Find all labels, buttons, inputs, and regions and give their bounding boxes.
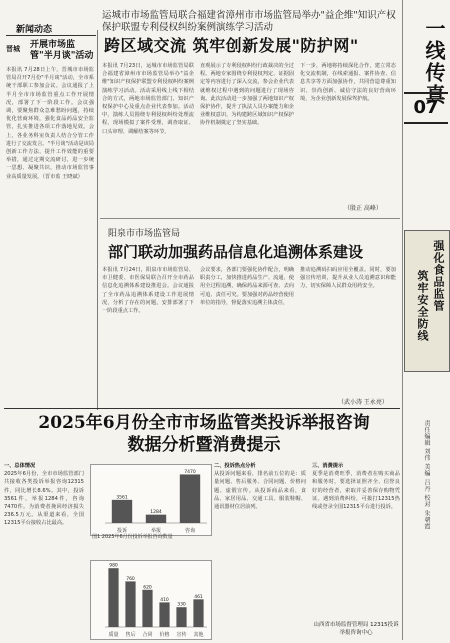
tick-label: 售后 [125,632,136,638]
tick-label: 其他 [193,632,204,638]
tick-label: 质量 [108,632,119,638]
top-article-column: 下一步，两地将持续深化合作，建立常态化交流机制，在线索通报、案件协查、信息共享等方面加强协作，共同营造尊重知识、崇尚创新、诚信守法的良好营商环境，为企业创新发展保驾护航。 [300,63,396,102]
data-label: 7470 [184,469,196,475]
left-headline: 开展市场监管"半月谈"活动 [30,40,94,61]
feature-subhead: 一、总体情况 [4,463,36,469]
tick-label: 投诉 [116,528,128,534]
feature-subhead: 二、投诉热点分析 [214,463,256,469]
bar-chart-1 [91,465,211,535]
bar [193,599,203,627]
bar [142,590,152,627]
top-article-headline: 跨区域交流 筑牢创新发展"防护网" [104,36,359,55]
article-divider [100,218,400,219]
tick-label: 咨询 [184,528,196,534]
data-label: 330 [177,602,186,608]
tick-label: 举报 [150,528,162,534]
chart-box-1 [90,464,212,536]
feature-footer: 山西省市场监督管理局 12315投诉举报咨询中心 [313,622,399,636]
data-label: 410 [160,597,169,603]
editor-credits: 责任编辑 刘伟 美编 吕丹 校对 朱朝霞 [423,420,430,530]
bar [180,474,200,523]
data-label: 760 [126,576,135,582]
tick-label: 合同 [142,632,153,638]
left-article-body: 本报讯 7月28日上午，晋城市市场监管局召开7月份"半月谈"活动，全市系统干部职工参加会议。会议通报了上半月全市市场监管重点工作开展情况，部署了下一阶段工作。会议强调，要聚焦群众急难愁盼问题，持续优化营商环境，强化食品药品安全监管，扎实推进各项工作落地见效。会上，各业务科室负责人结合分管工作进行了交流发言。"半月谈"活动是该局创新工作方法、提升工作效能的重要举措，通过定期交流研讨，进一步统一思想、凝聚共识，推动市场监管事业高质量发展。（晋市监 王晓斌） [6,67,94,180]
feature-subheadline: 数据分析暨消费提示 [127,435,281,455]
bar [112,500,132,523]
bar-chart-2 [91,561,211,639]
column-divider [97,30,98,410]
feature-column [312,462,400,638]
top-article-column: 直观展示了专利侵权纠纷行政裁决的全过程。两地专家围绕专利侵权判定、证据固定等内容进行了深入交流，参会企业代表就维权过程中遇到的问题进行了现场咨询。此次活动进一步加强了两地知识产权保护协作，提升了执法人员办案能力和企业维权意识，为构建跨区域知识产权保护协作机制奠定了坚实基础。 [200,63,294,127]
feature-column [4,462,84,638]
feature-paragraph: 夏季是消费旺季，消费者在购买商品和服务时，要选择证照齐全、信誉良好的经营者，索取并妥善保存购物凭证。遇到消费纠纷，可拨打12315热线或登录全国12315平台进行投诉。 [312,471,400,511]
top-article-column: 本报讯 7月23日，运城市市场监管局联合福建省漳州市市场监管局举办"益企维"知识产权保护联盟专利侵权纠纷案例演练学习活动。活动采用线上线下相结合的方式，两地市场监管部门、知识产权保护中心及重点企业代表参加。活动中，演练人员围绕专利侵权纠纷处理流程，现场模拟了案件受理、调查取证、口头审理、调解结案等环节， [102,63,194,135]
bar [125,581,135,627]
feature-paragraph: 2025年6月份，全市市场监管部门共接收各类投诉举报咨询12315件，同比增长8.6%。其中，投诉3561件，举报1284件，咨询7470件。为消费者挽回经济损失236.5万元。从渠道来看，全国12315平台接收占比最高。 [4,471,84,527]
slogan-line-2: 筑牢安全防线 [416,270,429,342]
page-title: 一线传真 [422,18,446,106]
page-number: 07 [404,92,448,124]
feature-subhead: 三、消费提示 [312,463,344,469]
tick-label: 宣传 [176,632,187,638]
data-label: 980 [109,563,118,569]
tick-label: 价格 [159,632,170,638]
mid-article-headline: 部门联动加强药品信息化追溯体系建设 [108,243,364,261]
data-label: 3561 [116,495,128,501]
mid-article-column: 本报讯 7月24日，阳泉市市场监管局、市卫健委、市医保局联合召开全市药品信息化追溯体系建设推进会。会议通报了全市药品追溯体系建设工作进展情况，分析了存在的问题，安排部署了下一阶段重点工作。 [102,267,194,315]
bar [146,515,166,523]
top-article-kicker: 运城市市场监管局联合福建省漳州市市场监管局举办"益企维"知识产权保护联盟专利侵权纠纷案例演练学习活动 [102,10,396,33]
feature-column [214,462,306,638]
bar [176,607,186,627]
region-tag: 晋城 [6,45,20,53]
data-label: 1284 [150,510,162,516]
feature-divider [4,408,400,409]
data-label: 461 [194,594,203,600]
feature-headline: 2025年6月份全市市场监管类投诉举报咨询 [38,413,370,433]
section-label: 新闻动态 [16,25,53,35]
section-rule [6,35,96,36]
mid-article-column: 推动追溯码扫码应用全覆盖。同时，要加强宣传培训，提升从业人员追溯意识和能力，切实保障人民群众用药安全。 [300,267,396,290]
mid-article-column: 会议要求，各部门要强化协作配合，明确职责分工，加快推进药品生产、流通、使用全过程追溯，确保药品来源可查、去向可追、责任可究。要加强对药品经营使用单位的指导，督促落实追溯主体责任， [200,267,294,306]
bar [108,568,118,627]
bar [159,602,169,627]
slogan-line-1: 强化食品监管 [432,240,445,312]
chart-caption: 图1 2025年6月份投诉举报咨询数量 [92,534,173,540]
chart-box-2 [90,560,212,640]
mid-article-byline: （武小涛 王永亮） [338,399,388,406]
feature-paragraph: 从投诉问题来看，排名前五位的是：质量问题、售后服务、合同问题、价格问题、虚假宣传。从投诉商品来看，食品、家居用品、交通工具、服装鞋帽、通讯器材位居前列。 [214,471,306,511]
top-article-byline: （殷正 高峰） [344,205,382,212]
mid-article-kicker: 阳泉市市场监管局 [108,229,181,239]
data-label: 620 [143,585,152,591]
